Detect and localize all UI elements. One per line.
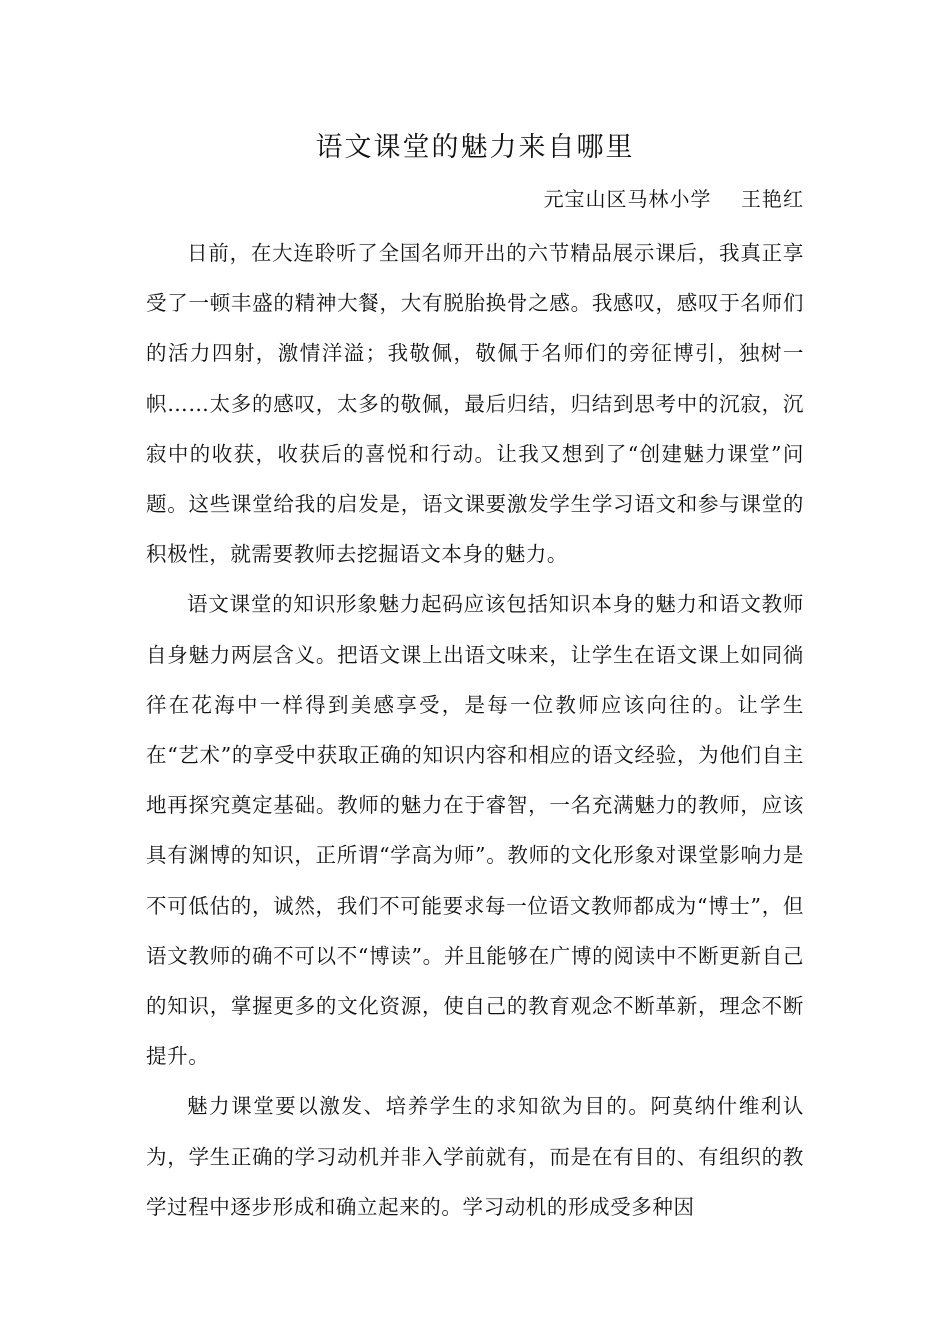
paragraph-2: 语文课堂的知识形象魅力起码应该包括知识本身的魅力和语文教师自身魅力两层含义。把语文课上出语文味来，让学生在语文课上如同徜徉在花海中一样得到美感享受，是每一位教师应该向往的。让学生在“艺术”的享受中获取正确的知识内容和相应的语文经验，为他们自主地再探究奠定基础。教师的魅力在于睿智，一名充满魅力的教师，应该具有渊博的知识，正所谓“学高为师”。教师的文化形象对课堂影响力是不可低估的，诚然，我们不可能要求每一位语文教师都成为“博士”，但语文教师的确不可以不“博读”。并且能够在广博的阅读中不断更新自己的知识，掌握更多的文化资源，使自己的教育观念不断革新，理念不断提升。: [146, 592, 804, 1069]
document-title: 语文课堂的魅力来自哪里: [315, 132, 635, 163]
document-body: [146, 228, 804, 1232]
paragraph-1: 日前，在大连聆听了全国名师开出的六节精品展示课后，我真正享受了一顿丰盛的精神大餐，大有脱胎换骨之感。我感叹，感叹于名师们的活力四射，激情洋溢；我敬佩，敬佩于名师们的旁征博引，独树一帜……太多的感叹，太多的敬佩，最后归结，归结到思考中的沉寂，沉寂中的收获，收获后的喜悦和行动。让我又想到了“创建魅力课堂”问题。这些课堂给我的启发是，语文课要激发学生学习语文和参与课堂的积极性，就需要教师去挖掘语文本身的魅力。: [146, 241, 804, 567]
author-byline: 元宝山区马林小学 王艳红: [543, 187, 804, 211]
paragraph-3: 魅力课堂要以激发、培养学生的求知欲为目的。阿莫纳什维利认为，学生正确的学习动机并非入学前就有，而是在有目的、有组织的教学过程中逐步形成和确立起来的。学习动机的形成受多种因: [146, 1094, 804, 1219]
